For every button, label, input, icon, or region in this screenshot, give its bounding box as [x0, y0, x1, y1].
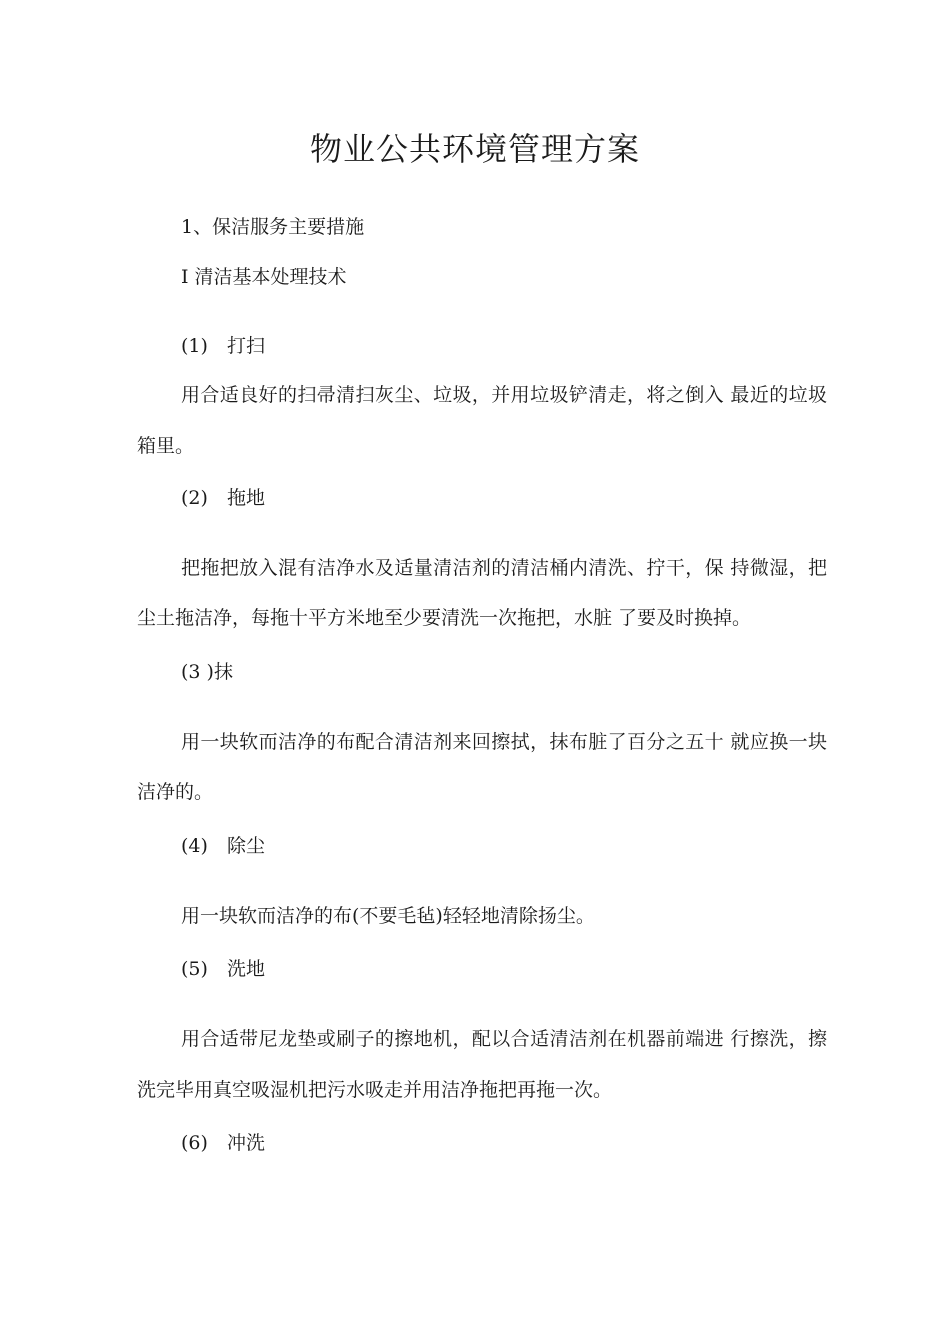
- document-title: 物业公共环境管理方案: [309, 130, 640, 168]
- paragraph-line: 把拖把放入混有洁净水及适量清洁剂的清洁桶内清洗、拧干，保 持微湿，把: [181, 557, 827, 579]
- item-number: (1): [181, 335, 208, 357]
- subsection-heading: I 清洁基本处理技术: [181, 266, 347, 288]
- paragraph-line: 尘土拖洁净，每拖十平方米地至少要清洗一次拖把，水脏 了要及时换掉。: [137, 607, 752, 629]
- item-heading: [181, 485, 827, 511]
- item-number: (6): [181, 1132, 208, 1154]
- paragraph-line: 洁净的。: [137, 781, 214, 803]
- item-heading: [181, 659, 827, 685]
- paragraph-line: 洗完毕用真空吸湿机把污水吸走并用洁净拖把再拖一次。: [137, 1079, 613, 1101]
- paragraph-line: 用合适良好的扫帚清扫灰尘、垃圾，并用垃圾铲清走，将之倒入 最近的垃圾: [181, 384, 827, 406]
- item-label: 除尘: [227, 835, 266, 857]
- item-number: (5): [181, 958, 208, 980]
- item-label: 拖地: [227, 487, 266, 509]
- item-label: 抹: [213, 661, 233, 683]
- item-heading: [181, 956, 827, 982]
- item-heading: [181, 333, 827, 359]
- section-heading: 1、保洁服务主要措施: [181, 216, 365, 238]
- item-label: 打扫: [227, 335, 266, 357]
- item-number: (3 ): [181, 661, 214, 683]
- item-number: (2): [181, 487, 208, 509]
- item-label: 冲洗: [227, 1132, 266, 1154]
- paragraph-line: 箱里。: [137, 435, 195, 457]
- item-number: (4): [181, 835, 208, 857]
- paragraph-line: 用合适带尼龙垫或刷子的擦地机，配以合适清洁剂在机器前端进 行擦洗，擦: [181, 1028, 827, 1050]
- paragraph-line: 用一块软而洁净的布(不要毛毡)轻轻地清除扬尘。: [181, 905, 595, 927]
- item-label: 洗地: [227, 958, 266, 980]
- item-heading: [181, 833, 827, 859]
- item-heading: [181, 1130, 827, 1156]
- paragraph-line: 用一块软而洁净的布配合清洁剂来回擦拭，抹布脏了百分之五十 就应换一块: [181, 731, 827, 753]
